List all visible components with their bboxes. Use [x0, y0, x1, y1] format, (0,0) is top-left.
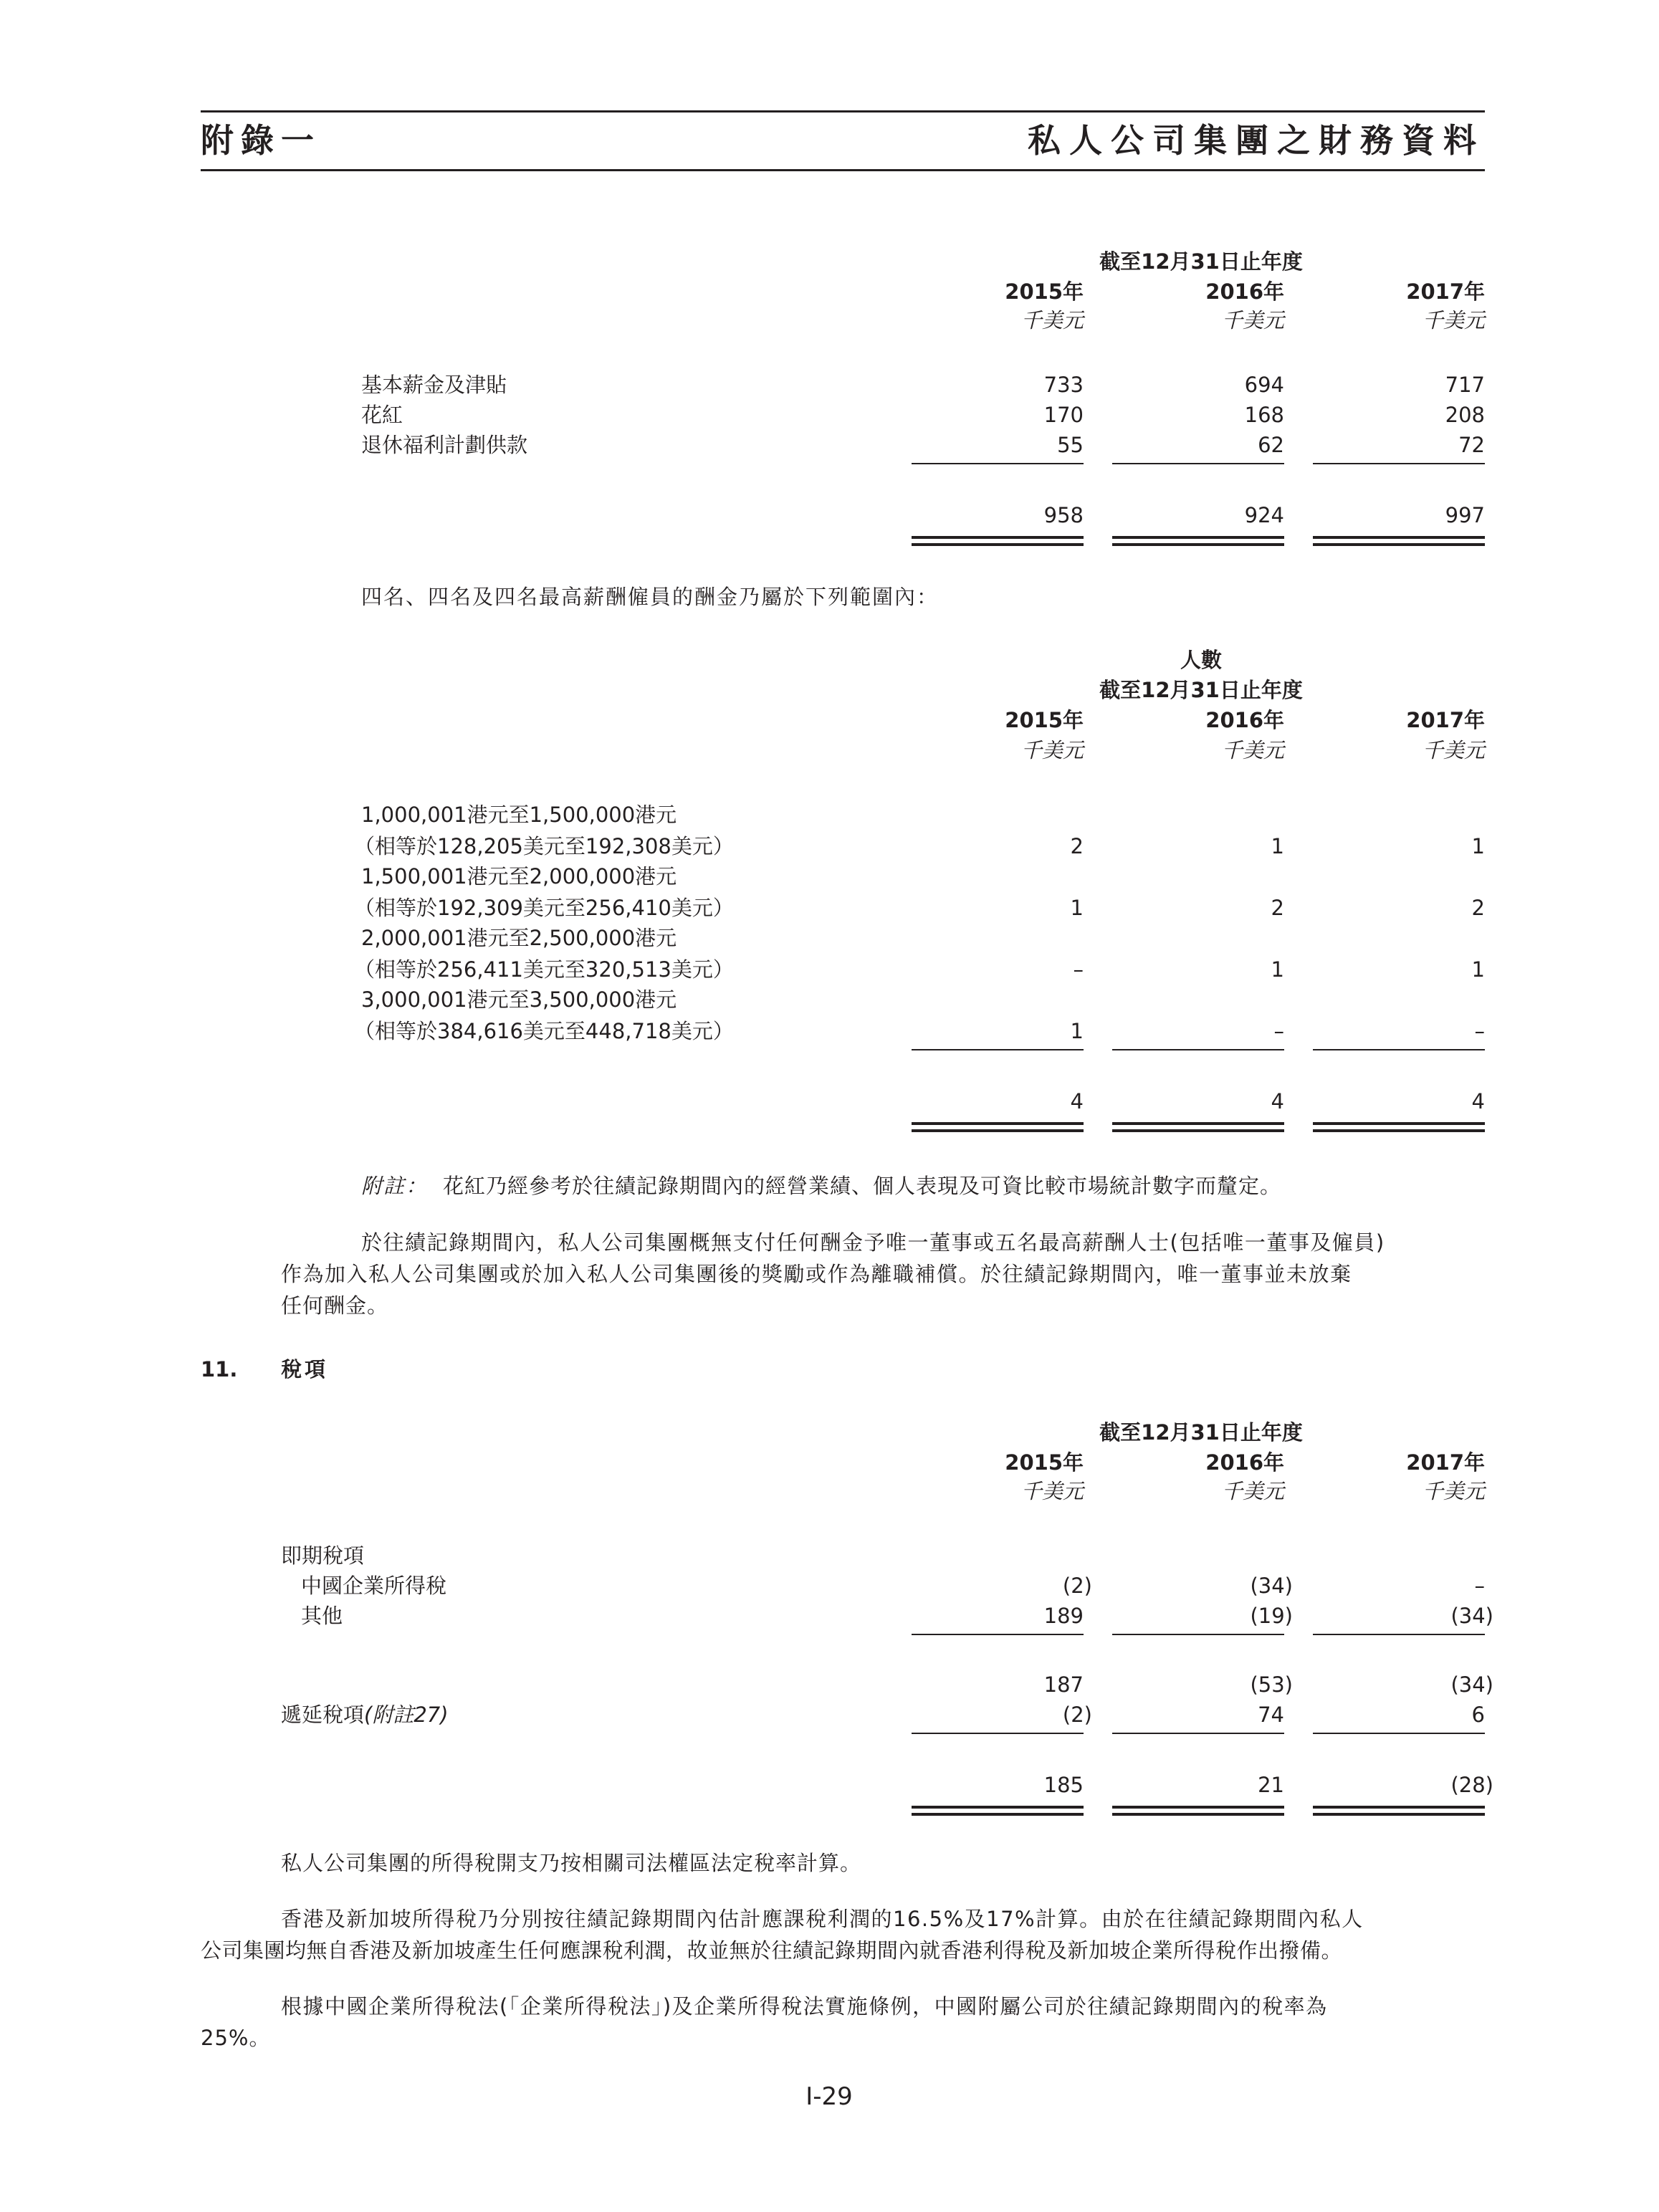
subtotal-rule — [1313, 1733, 1485, 1734]
total-double-rule — [1313, 543, 1485, 546]
cell-value: 62 — [1258, 433, 1284, 457]
section-number: 11. — [201, 1357, 238, 1382]
subtotal-rule — [912, 463, 1084, 464]
cell-value: 2 — [1271, 896, 1284, 920]
cell-value: 1 — [1471, 834, 1485, 858]
cell-value: (34) — [1250, 1574, 1293, 1598]
band-range: 1,500,001港元至2,000,000港元 — [361, 864, 677, 889]
cell-value: 2 — [1070, 834, 1084, 858]
section-title: 稅項 — [281, 1357, 329, 1382]
band-range: 3,000,001港元至3,500,000港元 — [361, 987, 677, 1012]
cell-value: 1 — [1471, 957, 1485, 982]
row-label: 中國企業所得稅 — [301, 1574, 447, 1598]
total-double-rule — [1112, 536, 1284, 539]
band-equivalent: （相等於384,616美元至448,718美元） — [354, 1019, 734, 1043]
subtotal-value: (53) — [1250, 1672, 1293, 1697]
total-double-rule — [912, 543, 1084, 546]
cell-value: 168 — [1244, 403, 1284, 427]
subtotal-rule — [1112, 1634, 1284, 1635]
appendix-label: 附錄一 — [201, 121, 321, 160]
cell-value: 1 — [1271, 834, 1284, 858]
note-text: 花紅乃經參考於往績記錄期間內的經營業績、個人表現及可資比較市場統計數字而釐定。 — [443, 1174, 1282, 1198]
band-equivalent: （相等於192,309美元至256,410美元） — [354, 896, 734, 920]
total-value: 924 — [1244, 503, 1284, 527]
deferred-note-ref: (附註27) — [364, 1703, 449, 1727]
cell-value: (2) — [1062, 1703, 1092, 1727]
cell-value: – — [1073, 957, 1084, 982]
total-double-rule — [1112, 1129, 1284, 1132]
page-section-title: 私人公司集團之財務資料 — [1028, 121, 1485, 160]
cell-value: 208 — [1445, 403, 1485, 427]
paragraph-line: 25%。 — [201, 2026, 271, 2050]
year-header: 2015年 — [1005, 1450, 1084, 1475]
total-double-rule — [1112, 1813, 1284, 1816]
cell-value: 74 — [1258, 1703, 1284, 1727]
total-double-rule — [912, 1129, 1084, 1132]
total-double-rule — [912, 536, 1084, 539]
deferred-label — [281, 1700, 449, 1730]
cell-value: – — [1474, 1574, 1485, 1598]
cell-value: 55 — [1057, 433, 1084, 457]
cell-value: 170 — [1043, 403, 1084, 427]
cell-value: – — [1273, 1019, 1284, 1043]
subtotal-rule — [912, 1049, 1084, 1050]
page-number: I-29 — [805, 2082, 853, 2111]
total-double-rule — [1313, 536, 1485, 539]
cell-value: 1 — [1271, 957, 1284, 982]
paragraph-line: 香港及新加坡所得稅乃分別按往績記錄期間內估計應課稅利潤的16.5%及17%計算。由於在往績記錄期間內私人 — [281, 1907, 1364, 1931]
unit-label: 千美元 — [1221, 738, 1284, 762]
cell-value: 189 — [1043, 1604, 1084, 1628]
count-header: 人數 — [1180, 648, 1222, 672]
total-value: 185 — [1043, 1773, 1084, 1797]
unit-label: 千美元 — [1020, 308, 1084, 332]
subtotal-value: 187 — [1043, 1672, 1084, 1697]
cell-value: 2 — [1471, 896, 1485, 920]
cell-value: – — [1474, 1019, 1485, 1043]
subtotal-rule — [1112, 463, 1284, 464]
total-value: 997 — [1445, 503, 1485, 527]
total-double-rule — [1112, 543, 1284, 546]
cell-value: 1 — [1070, 1019, 1084, 1043]
unit-label: 千美元 — [1422, 308, 1485, 332]
unit-label: 千美元 — [1422, 1479, 1485, 1503]
total-double-rule — [1112, 1806, 1284, 1809]
subtotal-rule — [1313, 1634, 1485, 1635]
period-header: 截至12月31日止年度 — [1099, 1420, 1303, 1445]
note-label: 附註： — [361, 1174, 429, 1198]
period-header: 截至12月31日止年度 — [1099, 678, 1303, 702]
band-range: 2,000,001港元至2,500,000港元 — [361, 926, 677, 950]
header-top-rule — [201, 110, 1485, 112]
subtotal-rule — [1112, 1049, 1284, 1050]
row-label: 其他 — [301, 1604, 343, 1628]
total-value: 4 — [1271, 1089, 1284, 1114]
total-double-rule — [1313, 1129, 1485, 1132]
paragraph-line: 根據中國企業所得稅法(「企業所得稅法」)及企業所得稅法實施條例，中國附屬公司於往績記錄期間內的稅率為 — [281, 1994, 1328, 2019]
total-value: 21 — [1258, 1773, 1284, 1797]
total-value: (28) — [1450, 1773, 1493, 1797]
subtotal-rule — [1313, 463, 1485, 464]
cell-value: 1 — [1070, 896, 1084, 920]
subtotal-rule — [1112, 1733, 1284, 1734]
cell-value: 6 — [1471, 1703, 1485, 1727]
year-header: 2017年 — [1406, 708, 1485, 732]
subtotal-rule — [1313, 1049, 1485, 1050]
unit-label: 千美元 — [1221, 1479, 1284, 1503]
total-value: 958 — [1043, 503, 1084, 527]
row-label: 基本薪金及津貼 — [361, 373, 507, 397]
cell-value: 717 — [1445, 373, 1485, 397]
cell-value: 733 — [1043, 373, 1084, 397]
total-double-rule — [1313, 1806, 1485, 1809]
total-double-rule — [912, 1122, 1084, 1125]
subtotal-value: (34) — [1450, 1672, 1493, 1697]
row-label: 花紅 — [361, 403, 403, 427]
group-label: 即期稅項 — [281, 1543, 365, 1568]
paragraph-line: 於往績記錄期間內，私人公司集團概無支付任何酬金予唯一董事或五名最高薪酬人士(包括唯一董事及僱員) — [361, 1230, 1385, 1255]
band-intro-text: 四名、四名及四名最高薪酬僱員的酬金乃屬於下列範圍內： — [361, 585, 940, 609]
cell-value: 72 — [1458, 433, 1485, 457]
year-header: 2015年 — [1005, 708, 1084, 732]
band-equivalent: （相等於256,411美元至320,513美元） — [354, 957, 734, 982]
unit-label: 千美元 — [1020, 1479, 1084, 1503]
unit-label: 千美元 — [1221, 308, 1284, 332]
cell-value: (19) — [1250, 1604, 1293, 1628]
band-equivalent: （相等於128,205美元至192,308美元） — [354, 834, 734, 858]
subtotal-rule — [912, 1733, 1084, 1734]
header-bottom-rule — [201, 169, 1485, 171]
period-header: 截至12月31日止年度 — [1099, 249, 1303, 274]
total-value: 4 — [1471, 1089, 1485, 1114]
total-value: 4 — [1070, 1089, 1084, 1114]
deferred-tax-label: 遞延稅項 — [281, 1703, 365, 1727]
total-double-rule — [912, 1806, 1084, 1809]
year-header: 2017年 — [1406, 1450, 1485, 1475]
cell-value: 694 — [1244, 373, 1284, 397]
paragraph-line: 任何酬金。 — [281, 1293, 389, 1318]
total-double-rule — [912, 1813, 1084, 1816]
subtotal-rule — [912, 1634, 1084, 1635]
paragraph-line: 公司集團均無自香港及新加坡產生任何應課稅利潤，故並無於往績記錄期間內就香港利得稅及新加坡企業所得稅作出撥備。 — [201, 1938, 1343, 1963]
year-header: 2016年 — [1205, 708, 1284, 732]
total-double-rule — [1112, 1122, 1284, 1125]
unit-label: 千美元 — [1422, 738, 1485, 762]
tax-rate-paragraph: 私人公司集團的所得稅開支乃按相關司法權區法定稅率計算。 — [281, 1851, 862, 1875]
cell-value: (2) — [1062, 1574, 1092, 1598]
total-double-rule — [1313, 1813, 1485, 1816]
year-header: 2017年 — [1406, 279, 1485, 304]
band-range: 1,000,001港元至1,500,000港元 — [361, 803, 677, 827]
year-header: 2016年 — [1205, 1450, 1284, 1475]
paragraph-line: 作為加入私人公司集團或於加入私人公司集團後的獎勵或作為離職補償。於往績記錄期間內，唯一董事並未放棄 — [281, 1262, 1352, 1286]
unit-label: 千美元 — [1020, 738, 1084, 762]
year-header: 2016年 — [1205, 279, 1284, 304]
cell-value: (34) — [1450, 1604, 1493, 1628]
year-header: 2015年 — [1005, 279, 1084, 304]
row-label: 退休福利計劃供款 — [361, 433, 528, 457]
total-double-rule — [1313, 1122, 1485, 1125]
